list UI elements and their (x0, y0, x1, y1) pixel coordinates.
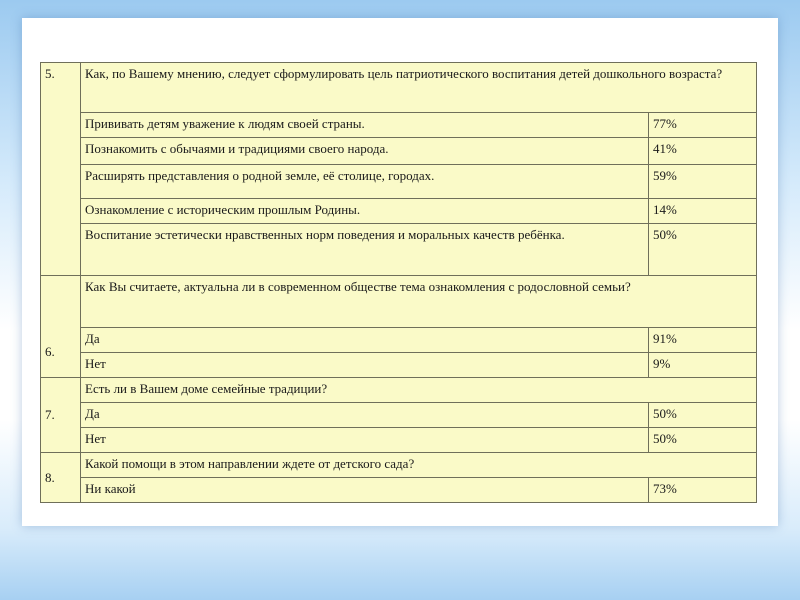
answer-value: 50% (649, 428, 757, 453)
question-text: Как Вы считаете, актуальна ли в современном обществе тема ознакомления с родословной семьи? (81, 276, 757, 328)
question-text: Какой помощи в этом направлении ждете от детского сада? (81, 453, 757, 478)
answer-text: Познакомить с обычаями и традициями своего народа. (81, 138, 649, 165)
answer-value: 41% (649, 138, 757, 165)
answer-text: Ознакомление с историческим прошлым Родины. (81, 199, 649, 224)
question-number: 8. (41, 453, 81, 503)
answer-row (41, 478, 757, 503)
answer-row (41, 113, 757, 138)
answer-row (41, 353, 757, 378)
answer-row (41, 165, 757, 199)
answer-value: 77% (649, 113, 757, 138)
answer-value: 59% (649, 165, 757, 199)
answer-value: 91% (649, 328, 757, 353)
answer-value: 14% (649, 199, 757, 224)
question-number: 7. (41, 378, 81, 453)
question-text: Есть ли в Вашем доме семейные традиции? (81, 378, 757, 403)
answer-row (41, 328, 757, 353)
question-row (41, 378, 757, 403)
question-number: 6. (41, 276, 81, 378)
answer-text: Да (81, 328, 649, 353)
answer-row (41, 403, 757, 428)
question-row (41, 63, 757, 113)
answer-value: 50% (649, 224, 757, 276)
question-row (41, 453, 757, 478)
answer-text: Нет (81, 353, 649, 378)
answer-text: Ни какой (81, 478, 649, 503)
answer-value: 9% (649, 353, 757, 378)
answer-text: Воспитание эстетически нравственных норм поведения и моральных качеств ребёнка. (81, 224, 649, 276)
answer-value: 73% (649, 478, 757, 503)
question-number: 5. (41, 63, 81, 276)
answer-row (41, 428, 757, 453)
question-row (41, 276, 757, 328)
answer-text: Расширять представления о родной земле, её столице, городах. (81, 165, 649, 199)
answer-text: Да (81, 403, 649, 428)
question-text: Как, по Вашему мнению, следует сформулировать цель патриотического воспитания детей дошкольного возраста? (81, 63, 757, 113)
answer-text: Нет (81, 428, 649, 453)
answer-row (41, 138, 757, 165)
answer-row (41, 199, 757, 224)
answer-value: 50% (649, 403, 757, 428)
answer-text: Прививать детям уважение к людям своей страны. (81, 113, 649, 138)
survey-table (40, 62, 757, 503)
answer-row (41, 224, 757, 276)
